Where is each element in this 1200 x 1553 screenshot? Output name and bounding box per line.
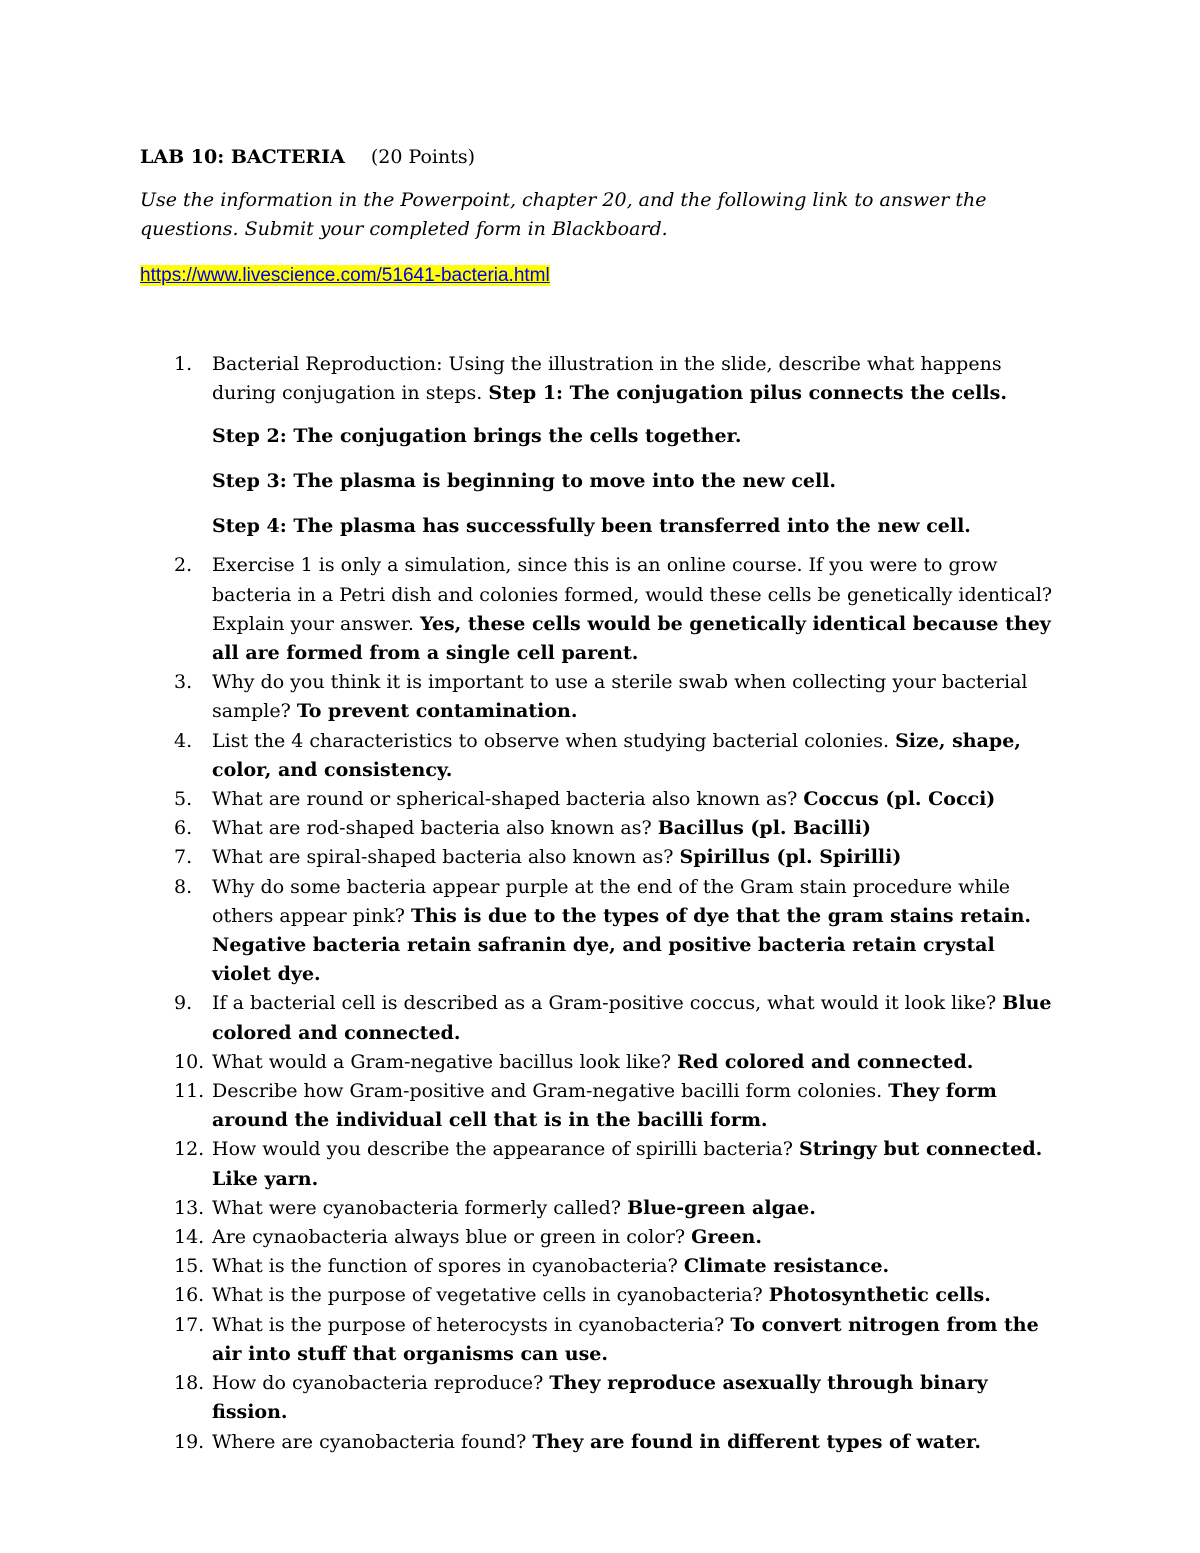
question-item (140, 668, 1060, 726)
answer-text: Blue-green algae. (627, 1196, 816, 1219)
question-number: 15. (174, 1255, 205, 1278)
question-item (140, 843, 1060, 872)
question-text: List the 4 characteristics to observe when studying bacterial colonies. (212, 729, 890, 752)
question-text: Are cynaobacteria always blue or green in color? (212, 1226, 686, 1249)
question-number: 4. (174, 729, 193, 752)
question-text: If a bacterial cell is described as a Gram-positive coccus, what would it look like? (212, 992, 997, 1015)
answer-text: Bacillus (pl. Bacilli) (657, 817, 871, 840)
question-number: 13. (174, 1196, 205, 1219)
step-answer: Step 3: The plasma is beginning to move into the new cell. (212, 470, 837, 493)
question-item (140, 1281, 1060, 1310)
lab-points: (20 Points) (370, 146, 476, 168)
question-number: 3. (174, 671, 193, 694)
answer-text: Yes, these cells would be genetically identical because they all are formed from a single cell parent. (212, 612, 1051, 665)
lab-title (140, 143, 475, 171)
question-item (140, 350, 1060, 541)
question-item (140, 1077, 1060, 1135)
question-item (140, 814, 1060, 843)
question-number: 6. (174, 817, 193, 840)
answer-text: They reproduce asexually through binary fission. (212, 1372, 988, 1424)
question-list (140, 350, 1060, 1457)
question-text: What is the purpose of vegetative cells in cyanobacteria? (212, 1284, 763, 1307)
question-number: 9. (174, 992, 193, 1015)
lab-title-text: LAB 10: BACTERIA (140, 146, 345, 168)
answer-text: Blue colored and connected. (212, 992, 1052, 1044)
question-item (140, 1223, 1060, 1252)
reference-link[interactable]: https://www.livescience.com/51641-bacteria.html (140, 265, 550, 286)
conjugation-steps (212, 422, 1060, 541)
question-number: 11. (174, 1080, 205, 1103)
question-item (140, 1048, 1060, 1077)
question-text: What are round or spherical-shaped bacteria also known as? (212, 788, 798, 811)
question-number: 19. (174, 1430, 205, 1453)
question-number: 14. (174, 1226, 205, 1249)
step-answer: Step 4: The plasma has successfully been transferred into the new cell. (212, 515, 971, 538)
question-text: What would a Gram-negative bacillus look like? (212, 1050, 672, 1073)
question-text: Describe how Gram-positive and Gram-negative bacilli form colonies. (212, 1080, 883, 1103)
question-number: 16. (174, 1284, 205, 1307)
answer-text: Coccus (pl. Cocci) (803, 788, 996, 811)
question-number: 17. (174, 1313, 205, 1336)
question-item (140, 785, 1060, 814)
answer-text: This is due to the types of dye that the gram stains retain. Negative bacteria retain safranin dye, and positive bacteria retain crystal violet dye. (212, 904, 1032, 986)
question-item (140, 1311, 1060, 1369)
question-number: 12. (174, 1138, 205, 1161)
question-number: 5. (174, 788, 193, 811)
answer-text: Spirillus (pl. Spirilli) (679, 846, 902, 869)
step-answer: Step 2: The conjugation brings the cells together. (212, 425, 742, 448)
question-item (140, 989, 1060, 1047)
answer-text: To prevent contamination. (296, 700, 578, 723)
question-item (140, 551, 1060, 668)
question-text: What are spiral-shaped bacteria also known as? (212, 846, 674, 869)
question-item (140, 1428, 1060, 1457)
question-item (140, 1369, 1060, 1427)
question-text: Bacterial Reproduction: Using the illustration in the slide, describe what happens during conjugation in steps. (212, 353, 1002, 405)
question-number: 7. (174, 846, 193, 869)
question-item (140, 1135, 1060, 1193)
question-number: 2. (174, 554, 193, 577)
answer-text: To convert nitrogen from the air into stuff that organisms can use. (212, 1313, 1039, 1365)
answer-text: Step 1: The conjugation pilus connects the cells. (488, 382, 1007, 405)
answer-text: They are found in different types of water. (532, 1430, 981, 1453)
question-text: What are rod-shaped bacteria also known as? (212, 817, 652, 840)
question-text: How would you describe the appearance of spirilli bacteria? (212, 1138, 793, 1161)
question-item (140, 873, 1060, 990)
answer-text: They form around the individual cell that is in the bacilli form. (212, 1080, 997, 1132)
question-item (140, 1194, 1060, 1223)
question-item (140, 727, 1060, 785)
answer-text: Green. (691, 1226, 762, 1249)
question-text: Why do some bacteria appear purple at the end of the Gram stain procedure while others appear pink? (212, 875, 1011, 927)
question-text: How do cyanobacteria reproduce? (212, 1372, 544, 1395)
answer-text: Stringy but connected. Like yarn. (212, 1138, 1043, 1190)
question-number: 1. (174, 353, 193, 375)
question-text: Why do you think it is important to use a sterile swab when collecting your bacterial sample? (212, 671, 1028, 723)
answer-text: Photosynthetic cells. (768, 1284, 991, 1307)
answer-text: Size, shape, color, and consistency. (212, 729, 1021, 781)
question-item (140, 1252, 1060, 1281)
question-number: 10. (174, 1050, 205, 1073)
question-text: What were cyanobacteria formerly called? (212, 1196, 622, 1219)
answer-text: Red colored and connected. (677, 1050, 974, 1073)
question-text: Exercise 1 is only a simulation, since this is an online course. If you were to grow bacteria in a Petri dish and colonies formed, would these cells be genetically identical? Explain your answer. (212, 554, 1053, 635)
question-text: What is the purpose of heterocysts in cyanobacteria? (212, 1313, 725, 1336)
question-number: 8. (174, 875, 193, 898)
question-text: What is the function of spores in cyanobacteria? (212, 1255, 678, 1278)
question-number: 18. (174, 1372, 205, 1395)
reference-link-line (140, 261, 550, 290)
answer-text: Climate resistance. (683, 1255, 890, 1278)
question-text: Where are cyanobacteria found? (212, 1430, 527, 1453)
instructions: Use the information in the Powerpoint, chapter 20, and the following link to answer the questions. Submit your completed form in Blackboard. (140, 189, 987, 240)
